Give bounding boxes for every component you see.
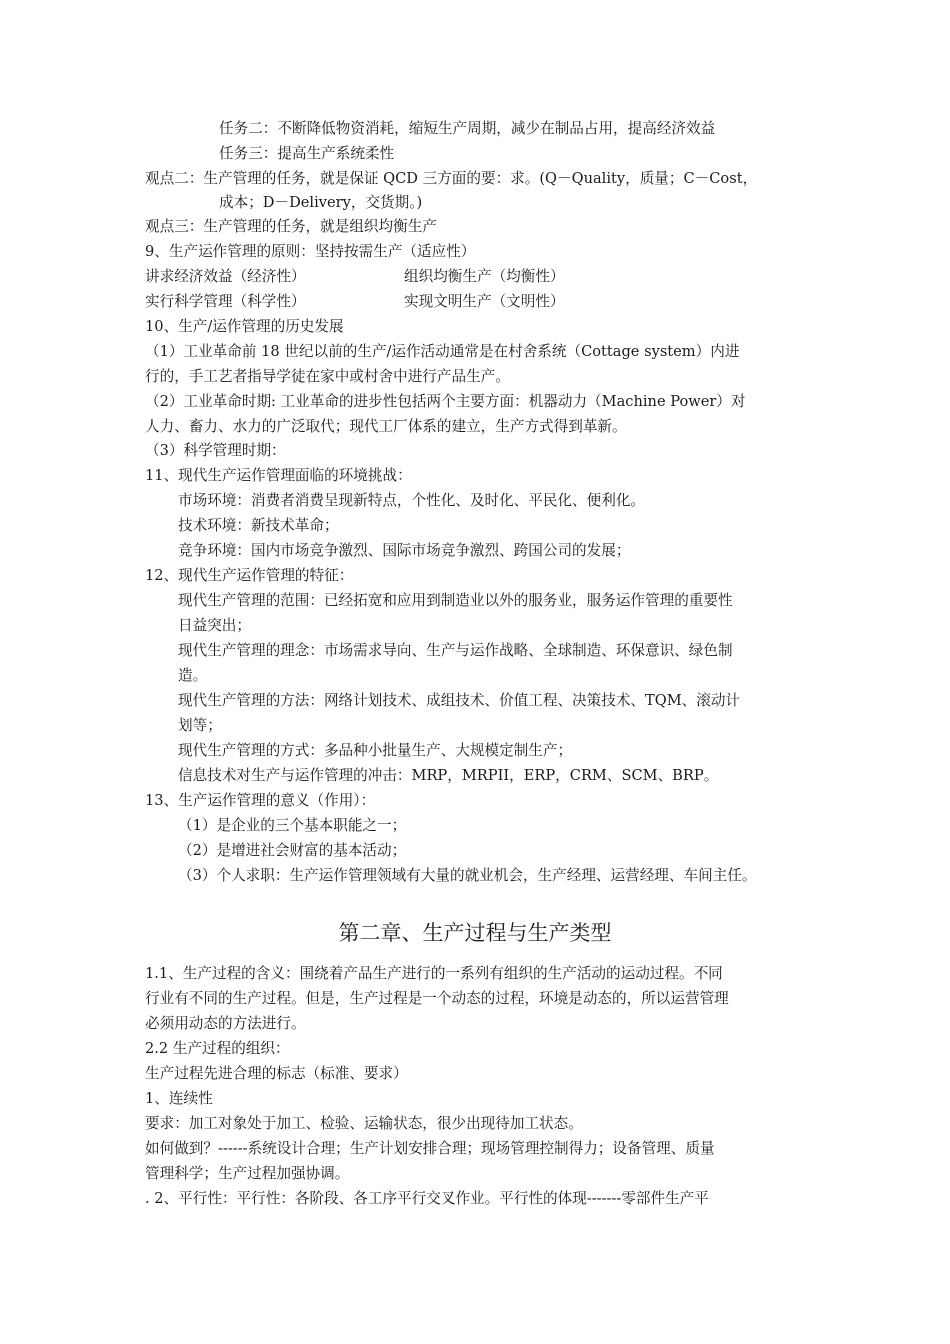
principle-balance: 组织均衡生产（均衡性） (404, 268, 565, 285)
principle-civility: 实现文明生产（文明性） (404, 293, 565, 310)
principle-economy: 讲求经济效益（经济性） (145, 268, 306, 285)
document-page: 任务二：不断降低物资消耗，缩短生产周期，减少在制品占用，提高经济效益 任务三：提高生产系统柔性 观点二：生产管理的任务，就是保证 QCD 三方面的要：求。(Q－Quality，质量；C－Cost， 成本；D－Delivery，交货期。) 观点三：生产管理的任务，就是组织均衡生产 9、生产运作管理的原则：坚持按需生产（适应性） 讲求经济效益（经济性） 组织均衡生产（均衡性） 实行科学管理（科学性） 实现文明生产（文明性） 10、生产/运作管理的历史发展 （1）工业革命前 18 世纪以前的生产/运作活动通常是在村舍系统（Cottage system）内进 行的，手工艺者指导学徒在家中或村舍中进行产品生产。 （2）工业革命时期: 工业革命的进步性包括两个主要方面：机器动力（Machine Power）对 人力、畜力、水力的广泛取代；现代工厂体系的建立，生产方式得到革新。 （3）科学管理时期： 11、现代生产运作管理面临的环境挑战： 市场环境：消费者消费呈现新特点，个性化、及时化、平民化、便利化。 技术环境：新技术革命； 竞争环境：国内市场竞争激烈、国际市场竞争激烈、跨国公司的发展； 12、现代生产运作管理的特征： 现代生产管理的范围：已经拓宽和应用到制造业以外的服务业，服务运作管理的重要性 日益突出； 现代生产管理的理念：市场需求导向、生产与运作战略、全球制造、环保意识、绿色制 造。 现代生产管理的方法：网络计划技术、成组技术、价值工程、决策技术、TQM、滚动计 划等； 现代生产管理的方式：多品种小批量生产、大规模定制生产； 信息技术对生产与运作管理的冲击：MRP，MRPII，ERP，CRM、SCM、BRP。 13、生产运作管理的意义（作用）： （1）是企业的三个基本职能之一； （2）是增进社会财富的基本活动； （3）个人求职：生产运作管理领域有大量的就业机会，生产经理、运营经理、车间主任。 第二章、生产过程与生产类型 1.1、生产过程的含义：围绕着产品生产进行的一系列有组织的生产活动的运动过程。不同 行业有不同的生产过程。但是，生产过程是一个动态的过程，环境是动态的，所以运营管理 必须用动态的方法进行。 2.2 生产过程的组织： 生产过程先进合理的标志（标准、要求） 1、连续性 要求：加工对象处于加工、检验、运输状态，很少出现待加工状态。 如何做到？------系统设计合理；生产计划安排合理；现场管理控制得力；设备管理、质量 管理科学；生产过程加强协调。 . 2、平行性：平行性：各阶段、各工序平行交叉作业。平行性的体现-------零部件生产平 (0, 0, 950, 1344)
principle-science: 实行科学管理（科学性） (145, 293, 306, 310)
chapter-two-title: 第二章、生产过程与生产类型 (338, 921, 612, 945)
